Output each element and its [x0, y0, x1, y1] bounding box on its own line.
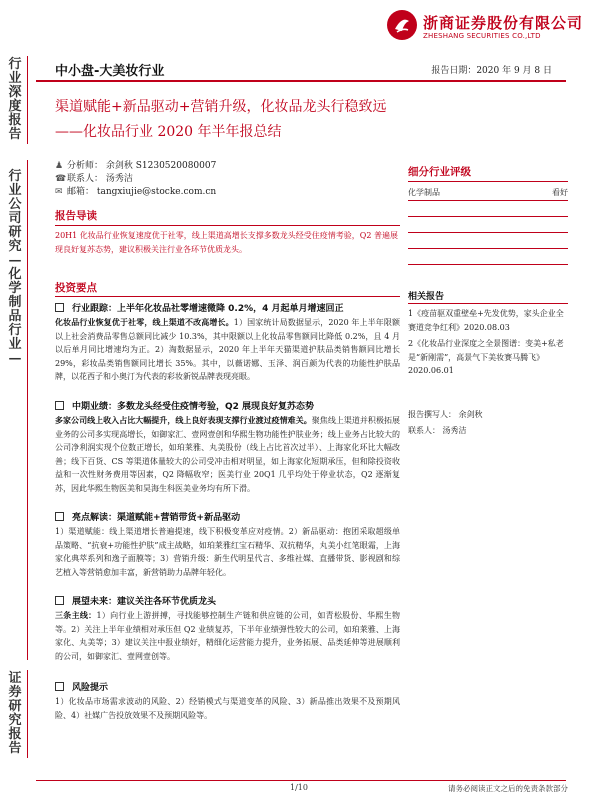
point-5-title: 风险提示: [55, 680, 108, 693]
intro-text: 20H1 化妆品行业恢复速度优于社零，线上渠道高增长支撑多数龙头经受住疫情考验，Q2 普遍展现良好复苏态势，建议积极关注行业各环节优质龙头。: [55, 231, 398, 254]
analyst-email[interactable]: 邮箱： tangxiujie@stocke.com.cn: [67, 187, 217, 197]
related-report-1[interactable]: 1《疫苗驱双重壁垒+先发优势，家头企业全赛道竞争红利》2020.08.03: [408, 309, 564, 332]
left-strip-middle: 行 业 公 司 研 究 — 化 学 制 品 行 业 —: [8, 169, 22, 366]
point-4-body: [55, 609, 400, 663]
analyst-block: [55, 160, 216, 199]
point-2-title: 中期业绩：多数龙头经受住疫情考验，Q2 展现良好复苏态势: [55, 399, 314, 412]
mail-icon: ✉: [55, 187, 63, 197]
checkbox-square-icon: [55, 401, 64, 410]
person-icon: ♟: [55, 161, 64, 171]
left-strip-bottom: 证 券 研 究 报 告: [8, 671, 22, 756]
rating-row: [408, 187, 568, 198]
related-heading: 相关报告: [408, 292, 445, 302]
checkbox-square-icon: [55, 682, 64, 691]
rating-rule-1: [408, 200, 568, 201]
rating-industry: 化学制品: [408, 188, 440, 197]
rating-value: 看好: [552, 188, 568, 197]
rating-rule-3: [408, 232, 568, 233]
report-contact: 联系人： 汤秀洁: [408, 426, 467, 435]
rating-rule-5: [408, 264, 568, 265]
point-1-text: 1）国家统计局数据显示，2020 年上半年限额以上社会消费品零售总额同比减少 10.3%，其中限额以上化妆品零售额同比降低 0.2%，且 4 月以后单月同比增速均为正。2）淘数据显示，2020 年上半年天猫渠道护肤品类销售额同比增长 29%，彩妆品类销售额同比增长 35%。其中，以薇诺娜、玉泽、润百颜为代表的功能性护肤品牌，以花西子和小奥汀为代表的彩妆新锐品牌表现亮眼。: [55, 318, 400, 381]
checkbox-square-icon: [55, 596, 64, 605]
intro-divider: [55, 225, 400, 226]
report-writer: 报告撰写人： 余剑秋: [408, 410, 483, 419]
related-divider: [408, 303, 568, 304]
report-title: [55, 95, 386, 145]
analyst-name: 分析师： 余剑秋 S1230520080007: [67, 161, 217, 171]
related-report-2[interactable]: 2《化妆品行业深度之全景图谱：变美+私老是“新刚需”，高景气下美妆赛马腾飞》2020.06.01: [408, 339, 564, 375]
left-strip-top: 行 业 深 度 报 告: [8, 57, 22, 142]
page-number: 1/10: [290, 783, 308, 792]
point-3-body: 1）渠道赋能：线上渠道增长普遍提速，线下积极变革应对疫情。2）新品驱动：抱团采取超级单品策略、“抗衰+功能性护肤”成主战略，如珀莱雅红宝石精华、双抗精华，丸美小红笔眼霜，上海家化典萃系列和逸子面膜等；3）营销升级：新生代明星代言、多维社媒、直播带货、影视剧和综艺植入等营销愈加丰富，新营销助力品牌年轻化。: [55, 527, 400, 577]
company-name-en: ZHESHANG SECURITIES CO.,LTD: [423, 32, 541, 40]
header-divider: [36, 80, 566, 82]
checkbox-square-icon: [55, 512, 64, 521]
point-4-title: 展望未来：建议关注各环节优质龙头: [55, 594, 216, 607]
phone-icon: ☎: [55, 174, 67, 184]
report-title-line2: ——化妆品行业 2020 年半年报总结: [55, 124, 282, 140]
rating-rule-2: [408, 216, 568, 217]
sector-title: 中小盘-大美妆行业: [55, 64, 165, 79]
strip-divider-bottom: [27, 670, 28, 758]
point-1-title: 行业跟踪：上半年化妆品社零增速微降 0.2%，4 月起单月增速回正: [55, 301, 344, 314]
company-name-cn: 浙商证券股份有限公司: [423, 14, 584, 32]
report-date: 报告日期：2020 年 9 月 8 日: [431, 66, 552, 76]
strip-divider-middle: [27, 160, 28, 660]
strip-divider-top: [27, 56, 28, 144]
rating-heading: 细分行业评级: [408, 166, 471, 178]
point-4-text: 1）向行业上游拼搏，寻找能够控制生产链和供应链的公司，如青松股份、华熙生物等。2）关注上半年业绩相对承压但 Q2 业绩复苏，下半年业绩弹性较大的公司，如珀莱雅、上海家化、丸美等；3）建议关注中报业绩好，精细化运营能力提升，业务拓展、品类延伸等进展顺利的公司，如御家汇、壹网壹创等。: [55, 611, 400, 661]
point-4-lead: 三条主线：: [55, 610, 97, 620]
point-3-title: 亮点解读：渠道赋能+营销带货+新品驱动: [55, 510, 240, 523]
company-logo: [387, 6, 587, 46]
logo-emblem-icon: [387, 10, 417, 40]
point-1-lead: 化妆品行业恢复优于社零，线上渠道不改高增长。: [55, 317, 234, 327]
rating-divider: [408, 181, 568, 182]
point-1-body: [55, 316, 400, 384]
point-2-text: 聚焦线上渠道并积极拓展业务的公司多实现高增长，如御家汇、壹网壹创和华熙生物功能性护肤业务；线上业务占比较大的公司净利润实现个位数正增长，如珀莱雅、丸美股份（线上占比首次过半）、上海家化环比大幅改善；线下百货、CS 等渠道体量较大的公司受冲击相对明显，如上海家化短期承压，但和除投资收益和一次性财务费用等因素，Q2 降幅收窄；医美行业 20Q1 几乎均处于停业状态，Q2 逐渐复苏，因此华熙生物医美和昊海生科医美业务均有所下滑。: [55, 416, 401, 493]
point-2-body: [55, 414, 400, 495]
intro-heading: 报告导读: [55, 210, 97, 222]
report-title-line1: 渠道赋能+新品驱动+营销升级，化妆品龙头行稳致远: [55, 99, 387, 115]
point-2-lead: 多家公司线上收入占比大幅提升，线上良好表现支撑行业渡过疫情难关。: [55, 415, 312, 425]
point-5-body: 1）化妆品市场需求波动的风险、2）经销模式与渠道变革的风险、3）新品推出效果不及预期风险、4）社媒广告投放效果不及预期风险等。: [55, 697, 400, 720]
rating-rule-4: [408, 248, 568, 249]
footer-divider: [36, 780, 566, 781]
contact-name: 联系人： 汤秀洁: [67, 174, 133, 184]
points-heading: 投资要点: [55, 282, 97, 294]
checkbox-square-icon: [55, 303, 64, 312]
points-divider: [55, 296, 400, 297]
disclaimer-note: 请务必阅读正文之后的免责条款部分: [448, 784, 568, 793]
